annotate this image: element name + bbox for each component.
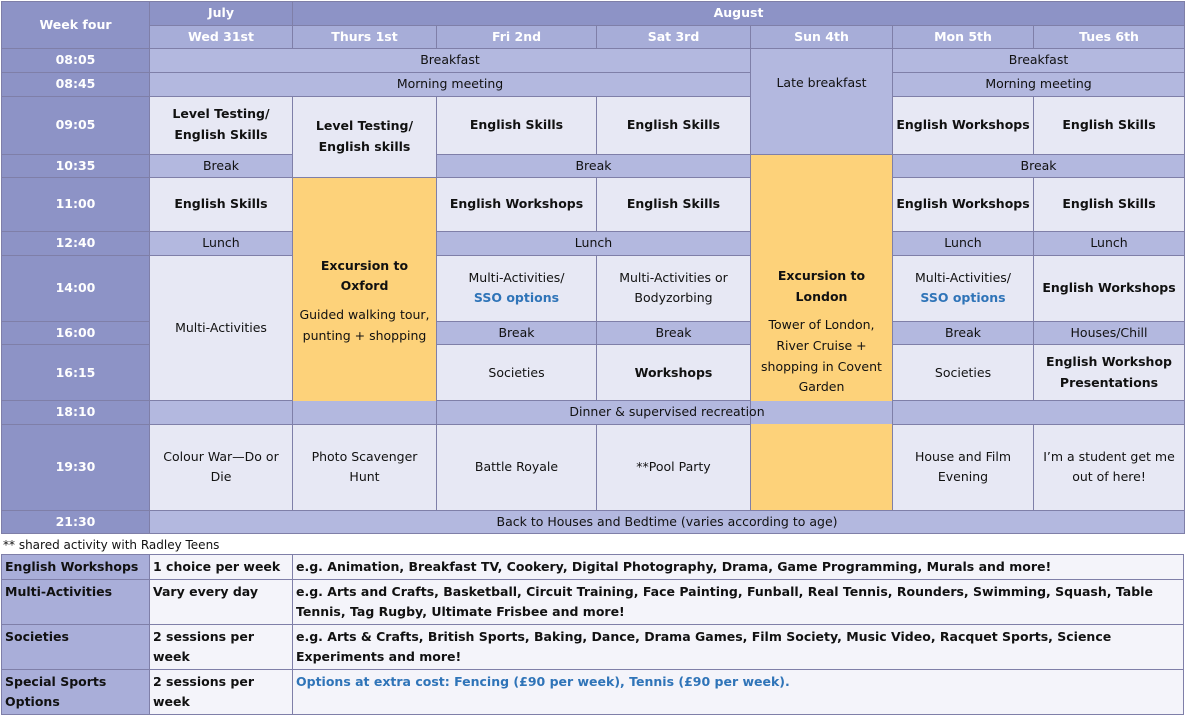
morning-meeting-cell: Morning meeting — [893, 72, 1185, 96]
lunch-cell: Lunch — [893, 232, 1034, 256]
time-slot: 16:00 — [2, 321, 150, 345]
activity-cell — [893, 255, 1034, 321]
multi-activities-label: Multi-Activities/ — [914, 269, 1012, 285]
activity-cell: English Skills — [437, 96, 597, 154]
activity-cell: English Skills — [1034, 178, 1185, 232]
break-cell: Break — [597, 321, 751, 345]
sso-options-label: SSO options — [920, 290, 1006, 306]
activity-cell: English Workshops — [893, 178, 1034, 232]
activity-cell: English Workshop Presentations — [1034, 345, 1185, 401]
houses-chill-cell: Houses/Chill — [1034, 321, 1185, 345]
time-slot: 11:00 — [2, 178, 150, 232]
multi-activities-label: Multi-Activities/ — [468, 269, 565, 285]
evening-activity-cell: **Pool Party — [597, 425, 751, 511]
evening-activity-cell: I’m a student get me out of here! — [1034, 425, 1185, 511]
breakfast-cell: Breakfast — [150, 49, 751, 73]
time-slot: 08:05 — [2, 49, 150, 73]
breakfast-cell: Breakfast — [893, 49, 1185, 73]
activity-cell: Multi-Activities — [150, 255, 293, 401]
late-breakfast-label: Late breakfast — [776, 75, 867, 91]
excursion-oxford-title: Excursion to Oxford — [320, 257, 409, 294]
excursion-london-cell — [751, 154, 893, 510]
legend-name: Special Sports Options — [2, 670, 150, 715]
break-cell: Break — [893, 154, 1185, 178]
activity-cell: English Skills — [597, 178, 751, 232]
day-header: Tues 6th — [1034, 25, 1185, 49]
excursion-oxford-desc: Guided walking tour, punting + shopping — [299, 307, 430, 343]
legend-name: Multi-Activities — [2, 580, 150, 625]
legend-name: Societies — [2, 625, 150, 670]
legend-frequency: 2 sessions per week — [150, 670, 293, 715]
legend-frequency: Vary every day — [150, 580, 293, 625]
evening-activity-cell: Photo Scavenger Hunt — [293, 425, 437, 511]
shared-activity-note: ** shared activity with Radley Teens — [3, 538, 220, 553]
break-cell: Break — [893, 321, 1034, 345]
week-label: Week four — [2, 2, 150, 49]
evening-activity-cell: Battle Royale — [437, 425, 597, 511]
activity-cell — [437, 255, 597, 321]
month-july: July — [150, 2, 293, 26]
break-cell: Break — [437, 154, 751, 178]
evening-activity-cell: Colour War—Do or Die — [150, 425, 293, 511]
excursion-london-desc: Tower of London, River Cruise + shopping in Covent Garden — [761, 317, 882, 395]
activity-cell: English Workshops — [893, 96, 1034, 154]
activity-cell: Level Testing/ English skills — [293, 96, 437, 178]
activity-cell: Multi-Activities or Bodyzorbing — [597, 255, 751, 321]
day-header: Sat 3rd — [597, 25, 751, 49]
day-header: Thurs 1st — [293, 25, 437, 49]
lunch-cell: Lunch — [437, 232, 751, 256]
time-slot: 16:15 — [2, 345, 150, 401]
excursion-oxford-cell — [293, 178, 437, 425]
time-slot: 08:45 — [2, 72, 150, 96]
day-header: Fri 2nd — [437, 25, 597, 49]
activity-cell: English Workshops — [437, 178, 597, 232]
excursion-london-title: Excursion to London — [777, 268, 866, 304]
break-cell: Break — [437, 321, 597, 345]
time-slot: 21:30 — [2, 510, 150, 534]
time-slot: 19:30 — [2, 425, 150, 511]
dinner-cell: Dinner & supervised recreation — [150, 401, 1185, 425]
lunch-cell: Lunch — [1034, 232, 1185, 256]
legend-description: e.g. Arts & Crafts, British Sports, Baking, Dance, Drama Games, Film Society, Music Video, Racquet Sports, Science Experiments and more! — [293, 625, 1184, 670]
lunch-cell: Lunch — [150, 232, 293, 256]
day-header: Mon 5th — [893, 25, 1034, 49]
day-header: Sun 4th — [751, 25, 893, 49]
time-slot: 18:10 — [2, 401, 150, 425]
time-slot: 09:05 — [2, 96, 150, 154]
month-august: August — [293, 2, 1185, 26]
day-header: Wed 31st — [150, 25, 293, 49]
bedtime-cell: Back to Houses and Bedtime (varies according to age) — [150, 510, 1185, 534]
late-breakfast-cell — [751, 49, 893, 154]
legend-description: Options at extra cost: Fencing (£90 per week), Tennis (£90 per week). — [293, 670, 1184, 715]
activity-cell: English Skills — [597, 96, 751, 154]
break-cell: Break — [150, 154, 293, 178]
time-slot: 12:40 — [2, 232, 150, 256]
evening-activity-cell: House and Film Evening — [893, 425, 1034, 511]
time-slot: 14:00 — [2, 255, 150, 321]
activity-cell: English Skills — [1034, 96, 1185, 154]
activity-cell: Societies — [893, 345, 1034, 401]
legend-frequency: 1 choice per week — [150, 555, 293, 580]
activity-cell: Societies — [437, 345, 597, 401]
sso-options-label: SSO options — [473, 290, 560, 306]
legend-name: English Workshops — [2, 555, 150, 580]
activity-legend-table — [1, 554, 1184, 715]
time-slot: 10:35 — [2, 154, 150, 178]
legend-description: e.g. Animation, Breakfast TV, Cookery, Digital Photography, Drama, Game Programming, Murals and more! — [293, 555, 1184, 580]
activity-cell: English Workshops — [1034, 255, 1185, 321]
activity-cell: Workshops — [597, 345, 751, 401]
weekly-schedule-table — [1, 1, 1185, 534]
activity-cell: Level Testing/ English Skills — [150, 96, 293, 154]
legend-frequency: 2 sessions per week — [150, 625, 293, 670]
legend-description: e.g. Arts and Crafts, Basketball, Circuit Training, Face Painting, Funball, Real Tennis, Rounders, Swimming, Squash, Table Tennis, Tag Rugby, Ultimate Frisbee and more! — [293, 580, 1184, 625]
morning-meeting-cell: Morning meeting — [150, 72, 751, 96]
activity-cell: English Skills — [150, 178, 293, 232]
